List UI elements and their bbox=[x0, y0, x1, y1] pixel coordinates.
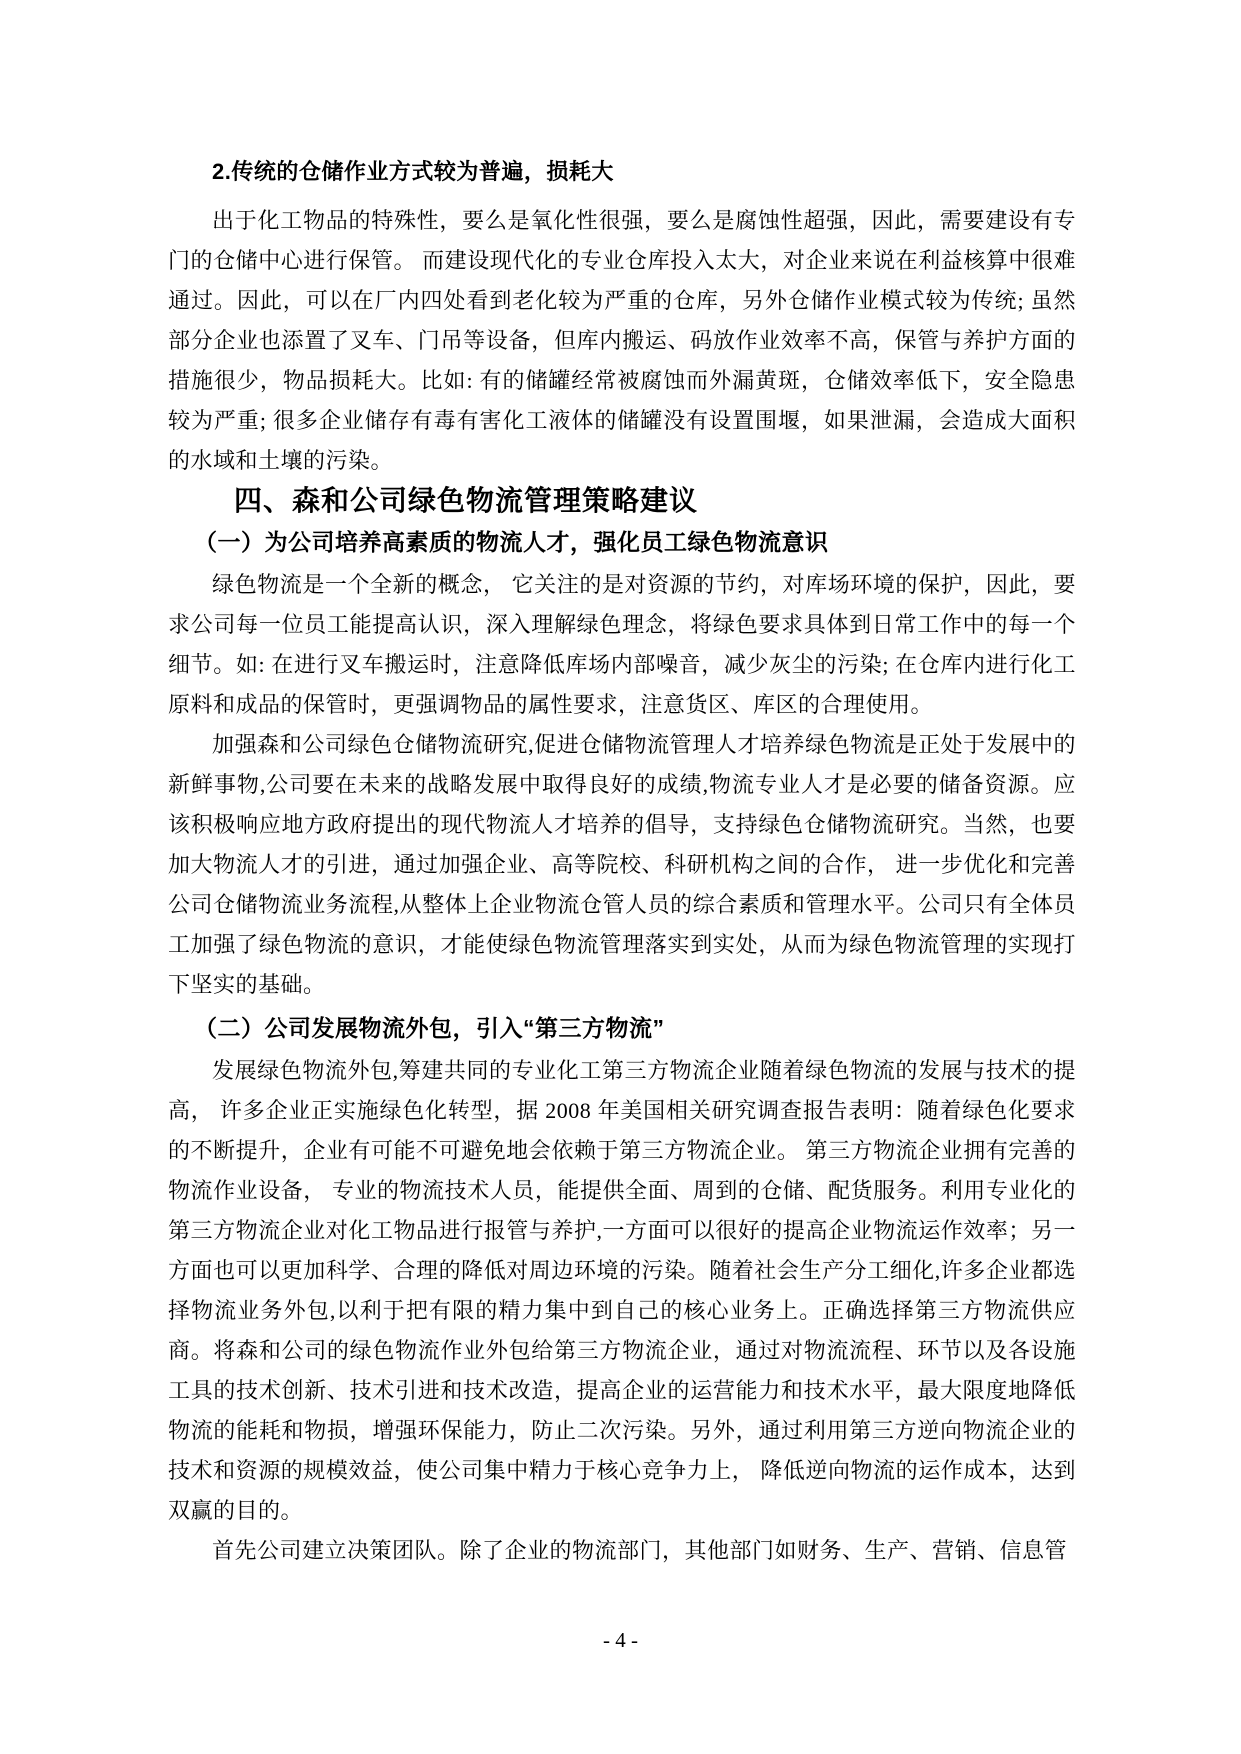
paragraph-green-logistics-concept: 绿色物流是一个全新的概念， 它关注的是对资源的节约，对库场环境的保护，因此，要求公司每一位员工能提高认识，深入理解绿色理念，将绿色要求具体到日常工作中的每一个细节。如: 在进行叉车搬运时，注意降低库场内部噪音，减少灰尘的污染; 在仓库内进行化工原料和成品的保管时，更强调物品的属性要求，注意货区、库区的合理使用。 bbox=[168, 572, 1076, 717]
document-body bbox=[168, 157, 1076, 1571]
heading-chapter-four: 四、森和公司绿色物流管理策略建议 bbox=[234, 485, 699, 516]
paragraph-decision-team: 首先公司建立决策团队。除了企业的物流部门，其他部门如财务、生产、营销、信息管 bbox=[212, 1538, 1068, 1563]
heading-section-one: （一）为公司培养高素质的物流人才，强化员工绿色物流意识 bbox=[194, 529, 829, 555]
heading-traditional-warehousing: 2.传统的仓储作业方式较为普遍，损耗大 bbox=[212, 159, 614, 184]
page-number: - 4 - bbox=[603, 1628, 638, 1652]
paragraph-warehousing-problems: 出于化工物品的特殊性，要么是氧化性很强，要么是腐蚀性超强，因此，需要建设有专门的仓储中心进行保管。 而建设现代化的专业仓库投入太大，对企业来说在利益核算中很难通过。因此，可以在厂内四处看到老化较为严重的仓库，另外仓储作业模式较为传统; 虽然部分企业也添置了叉车、门吊等设备，但库内搬运、码放作业效率不高，保管与养护方面的措施很少，物品损耗大。比如: 有的储罐经常被腐蚀而外漏黄斑，仓储效率低下，安全隐患较为严重; 很多企业储存有毒有害化工液体的储罐没有设置围堰，如果泄漏，会造成大面积的水域和土壤的污染。 bbox=[168, 208, 1076, 473]
heading-section-two: （二）公司发展物流外包，引入“第三方物流” bbox=[194, 1015, 665, 1041]
paragraph-third-party-logistics: 发展绿色物流外包,筹建共同的专业化工第三方物流企业随着绿色物流的发展与技术的提高， 许多企业正实施绿色化转型，据 2008 年美国相关研究调查报告表明：随着绿色化要求的不断提升，企业有可能不可避免地会依赖于第三方物流企业。 第三方物流企业拥有完善的物流作业设备， 专业的物流技术人员，能提供全面、周到的仓储、配货服务。利用专业化的第三方物流企业对化工物品进行报管与养护,一方面可以很好的提高企业物流运作效率；另一方面也可以更加科学、合理的降低对周边环境的污染。随着社会生产分工细化,许多企业都选择物流业务外包,以利于把有限的精力集中到自己的核心业务上。正确选择第三方物流供应商。将森和公司的绿色物流作业外包给第三方物流企业，通过对物流流程、环节以及各设施工具的技术创新、技术引进和技术改造，提高企业的运营能力和技术水平，最大限度地降低物流的能耗和物损，增强环保能力，防止二次污染。另外，通过利用第三方逆向物流企业的技术和资源的规模效益，使公司集中精力于核心竞争力上， 降低逆向物流的运作成本，达到双赢的目的。 bbox=[168, 1058, 1076, 1523]
paragraph-talent-cultivation: 加强森和公司绿色仓储物流研究,促进仓储物流管理人才培养绿色物流是正处于发展中的新鲜事物,公司要在未来的战略发展中取得良好的成绩,物流专业人才是必要的储备资源。应该积极响应地方政府提出的现代物流人才培养的倡导，支持绿色仓储物流研究。当然，也要加大物流人才的引进，通过加强企业、高等院校、科研机构之间的合作， 进一步优化和完善公司仓储物流业务流程,从整体上企业物流仓管人员的综合素质和管理水平。公司只有全体员工加强了绿色物流的意识，才能使绿色物流管理落实到实处，从而为绿色物流管理的实现打下坚实的基础。 bbox=[168, 732, 1076, 997]
